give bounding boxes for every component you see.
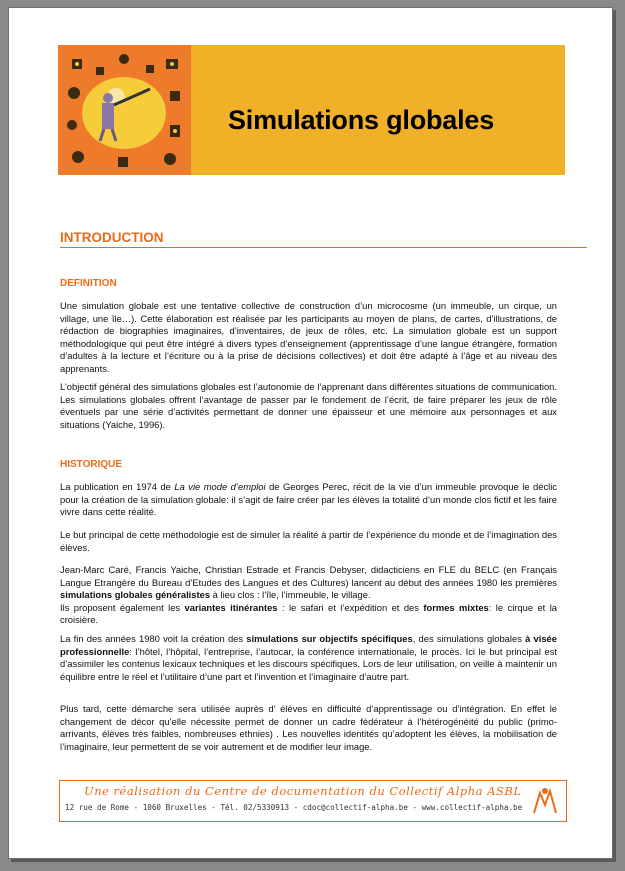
- footer-credit: Une réalisation du Centre de documentation du Collectif Alpha ASBL: [84, 784, 522, 798]
- illustration-icon: [58, 45, 191, 175]
- historique-heading: HISTORIQUE: [60, 459, 123, 470]
- definition-paragraph-1: Une simulation globale est une tentative collective de construction d’un microcosme (un immeuble, un cirque, un village, une île…). Cette élaboration est réalisée par les participants au moyen de plans, de cartes, d’illustrations, de rédaction de biographies imaginaires, d’inventaires, de jeux de rôles, etc. La simulation globale est un support méthodologique qui peut être intégré à divers types d’enseignement (apprentissage d’une langue étrangère, formation d’adultes à la lecture et l’écriture ou à la prise de décisions collectives) et doit être adapté à l’âge et au niveau des apprenants.: [60, 300, 557, 374]
- historique-paragraph-4: La fin des années 1980 voit la création des simulations sur objectifs spécifiques, des simulations globales à visée professionnelle: l’hôtel, l’hôpital, l’entreprise, l’autocar, la conférence internationale, le procès. Ici le but principal est d’assimiler les contenus lexicaux techniques et les discours spécifiques. Lors de leur utilisation, on veille à maintenir un équilibre entre le réel et l’utilitaire d’une part et l’invention et l’imaginaire d’autre part.: [60, 633, 557, 682]
- historique-paragraph-5: Plus tard, cette démarche sera utilisée auprès d’ élèves en difficulté d’apprentissage ou d’intégration. En effet le changement de décor qu’elle nécessite permet de donner un cadre fédérateur à l’hétérogénéité du public (primo-arrivants, élèves très faibles, nombreuses ethnies) . Les nouvelles identités qu’adoptent les élèves, la mobilisation de l’imaginaire, leur permettent de se voir autrement et de modifier leur image.: [60, 703, 557, 752]
- collectif-alpha-illustration: [58, 45, 191, 175]
- footer-banner: [59, 780, 567, 822]
- heading-divider: [60, 247, 587, 248]
- collectif-alpha-logo-icon: [530, 785, 560, 817]
- definition-paragraph-2: L’objectif général des simulations globales est l’autonomie de l’apprenant dans différentes situations de communication. Les simulations globales offrent l’avantage de passer par le fondement de l’écrit, de faire préparer les jeux de rôle éventuels par une série d’activités permettant de donner une épaisseur et une mémoire aux personnages et aux situations (Yaiche, 1996).: [60, 381, 557, 430]
- footer-address: 12 rue de Rome - 1060 Bruxelles - Tél. 02/5330913 - cdoc@collectif-alpha.be - www.collectif-alpha.be: [65, 803, 523, 812]
- historique-paragraph-1: La publication en 1974 de La vie mode d’emploi de Georges Perec, récit de la vie d’un immeuble provoque le déclic pour la création de la simulation globale: il s’agit de faire créer par les élèves la totalité d’un monde clos fictif et les faire vivre dans cette réalité.: [60, 481, 557, 518]
- historique-paragraph-3: Jean-Marc Caré, Francis Yaiche, Christian Estrade et Francis Debyser, didacticiens en FLE du BELC (en Français Langue Etrangère du Bureau d’Etudes des Langues et des Cultures) lancent au début des années 1980 les premières simulations globales généralistes à lieu clos : l’île, l’immeuble, le village. Ils proposent également les variantes itinérantes : le safari et l’expédition et des formes mixtes: le cirque et la croisière.: [60, 564, 557, 626]
- page-title: Simulations globales: [228, 105, 495, 135]
- historique-paragraph-2: Le but principal de cette méthodologie est de simuler la réalité à partir de l’expérience du monde et de l’imagination des élèves.: [60, 529, 557, 553]
- definition-heading: DEFINITION: [60, 278, 117, 289]
- introduction-heading: INTRODUCTION: [60, 230, 164, 245]
